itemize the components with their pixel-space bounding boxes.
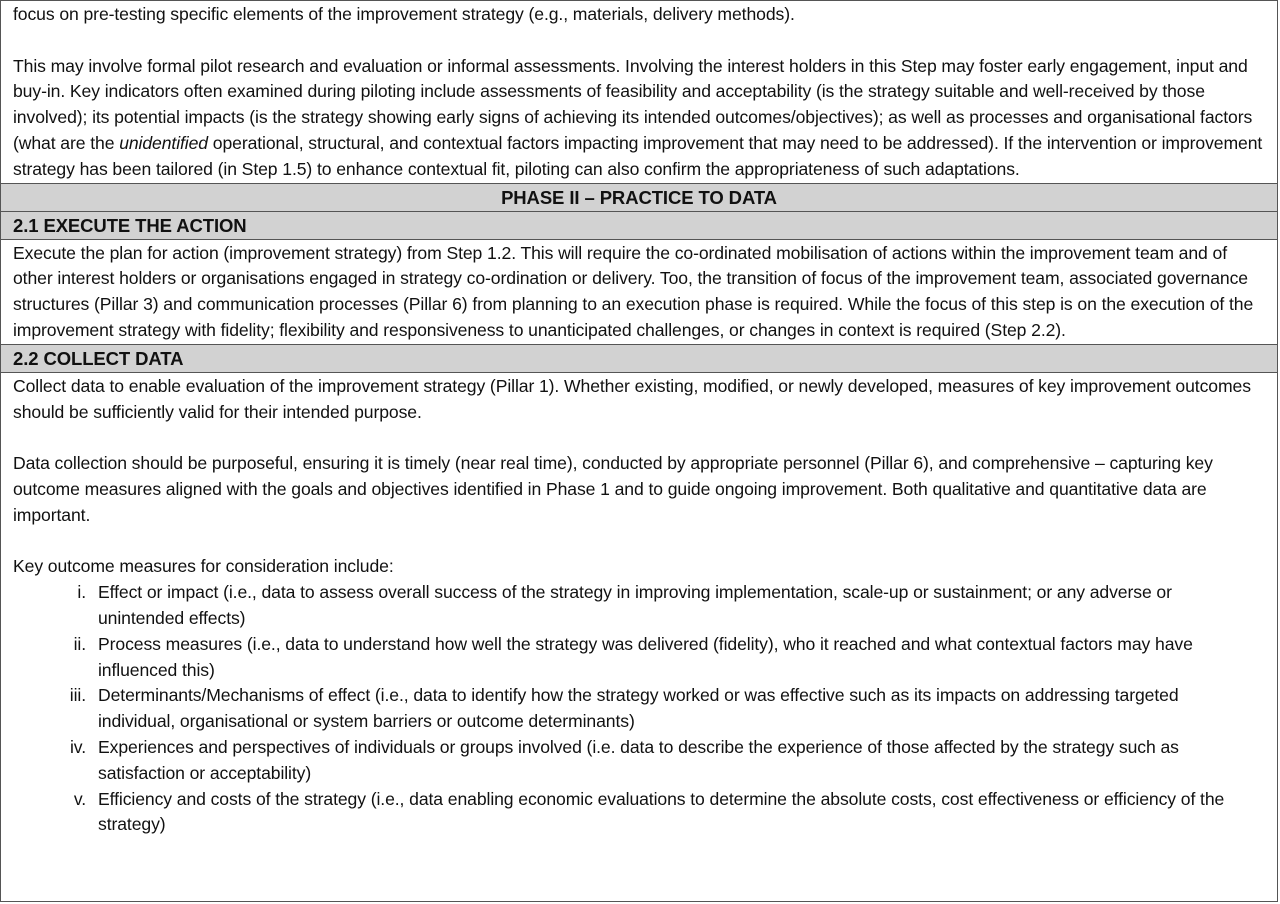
pilot-paragraph-2-part-b: operational, structural, and contextual factors impacting improvement that may need to be addressed). If the intervention or improvement strategy has been tailored (in Step 1.5) to enhance contextual fit, piloting can also confirm the appropriateness of such adaptations. (13, 132, 1263, 179)
list-item (13, 735, 1265, 787)
step-2-1-heading: 2.1 EXECUTE THE ACTION (1, 211, 1277, 239)
pilot-paragraph-2-part-a: This may involve formal pilot research and evaluation or informal assessments. Involving the interest holders in this Step may foster early engagement, input and buy-in. Key indicators often examined during piloting include assessments of feasibility and acceptability (is the strategy suitable and well-received by those involved); its potential impacts (is the strategy showing early signs of achieving its intended outcomes/objectives); as well as processes and organisational factors (what are the (13, 55, 1253, 153)
list-item-number: iii. (69, 685, 86, 706)
paragraph-gap (13, 425, 1265, 451)
paragraph-gap (13, 28, 1265, 54)
step-2-2-paragraph-1: Collect data to enable evaluation of the improvement strategy (Pillar 1). Whether existing, modified, or newly developed, measures of key improvement outcomes should be sufficiently valid for their intended purpose. (13, 375, 1251, 422)
list-item-text: Experiences and perspectives of individuals or groups involved (i.e. data to describe the experience of those affected by the strategy such as satisfaction or acceptability) (98, 736, 1179, 783)
step-2-2-heading: 2.2 COLLECT DATA (1, 344, 1277, 372)
list-item-number: ii. (73, 633, 86, 654)
list-item (13, 580, 1265, 632)
list-item-text: Determinants/Mechanisms of effect (i.e., data to identify how the strategy worked or was effective such as its impacts on addressing targeted individual, organisational or system barriers or outcome determinants) (98, 685, 1179, 732)
step-2-1-paragraph: Execute the plan for action (improvement strategy) from Step 1.2. This will require the co-ordinated mobilisation of actions within the improvement team and of other interest holders or organisations engaged in strategy co-ordination or delivery. Too, the transition of focus of the improvement team, associated governance structures (Pillar 3) and communication processes (Pillar 6) from planning to an execution phase is required. While the focus of this step is on the execution of the improvement strategy with fidelity; flexibility and responsiveness to unanticipated challenges, or changes in context is required (Step 2.2). (13, 242, 1254, 340)
paragraph-gap (13, 529, 1265, 555)
pilot-section (1, 1, 1277, 183)
phase-2-heading: PHASE II – PRACTICE TO DATA (1, 183, 1277, 211)
list-item-text: Process measures (i.e., data to understand how well the strategy was delivered (fidelity), who it reached and what contextual factors may have influenced this) (98, 633, 1193, 680)
outcome-measures-list (13, 580, 1265, 838)
pilot-paragraph-2-emphasis: unidentified (119, 132, 208, 153)
list-item (13, 787, 1265, 839)
list-intro: Key outcome measures for consideration include: (13, 556, 394, 577)
step-2-2-paragraph-2: Data collection should be purposeful, ensuring it is timely (near real time), conducted by appropriate personnel (Pillar 6), and comprehensive – capturing key outcome measures aligned with the goals and objectives identified in Phase 1 and to guide ongoing improvement. Both qualitative and quantitative data are important. (13, 453, 1213, 525)
step-2-1-body (1, 239, 1277, 344)
list-item (13, 632, 1265, 684)
pilot-paragraph-2 (13, 54, 1265, 183)
list-item-number: i. (77, 582, 86, 603)
list-item-text: Effect or impact (i.e., data to assess overall success of the strategy in improving implementation, scale-up or sustainment; or any adverse or unintended effects) (98, 582, 1172, 628)
list-item-text: Efficiency and costs of the strategy (i.e., data enabling economic evaluations to determine the absolute costs, cost effectiveness or efficiency of the strategy) (98, 788, 1225, 835)
list-item (13, 683, 1265, 735)
list-item-number: v. (73, 788, 86, 809)
list-item-number: iv. (70, 736, 86, 757)
step-2-2-body (1, 372, 1277, 838)
pilot-paragraph-1: focus on pre-testing specific elements of the improvement strategy (e.g., materials, delivery methods). (13, 4, 795, 24)
